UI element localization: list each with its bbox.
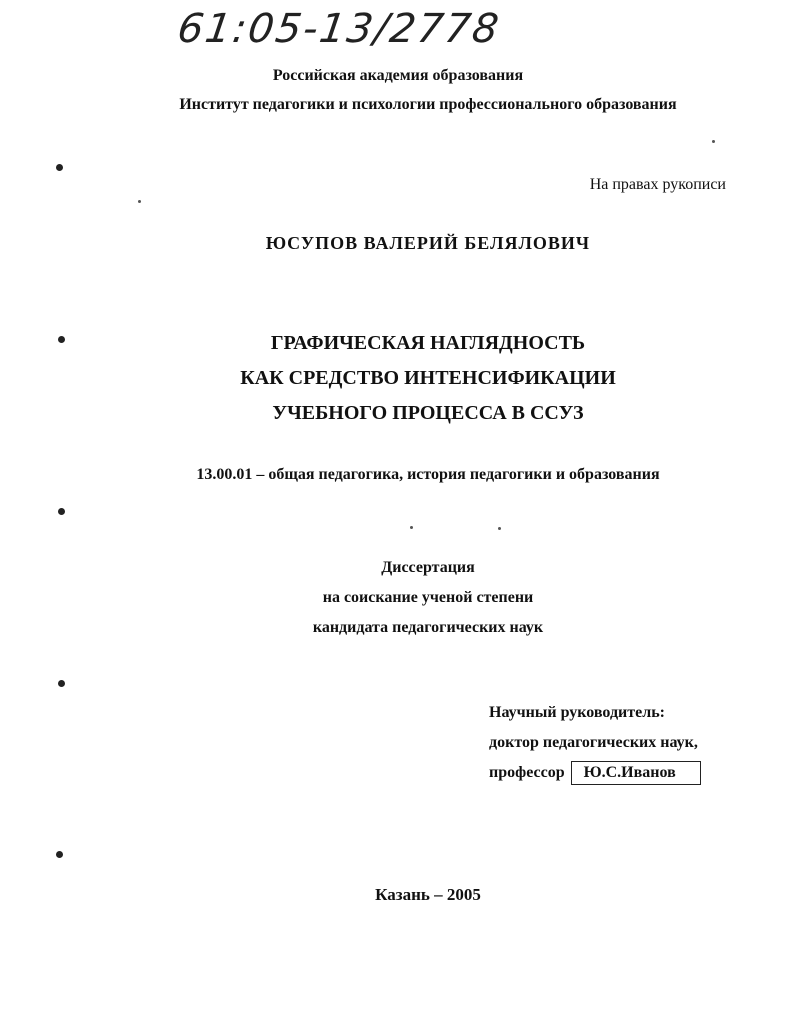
scan-speck (410, 526, 413, 529)
supervisor-rank: профессор (489, 764, 565, 781)
scan-speck (498, 527, 501, 530)
degree-line: Диссертация (381, 559, 475, 576)
dissertation-title (30, 326, 796, 431)
supervisor-block (489, 698, 701, 788)
degree-line: на соискание ученой степени (322, 589, 534, 606)
scan-mark (58, 508, 65, 515)
handwritten-archive-code: 61:05-13/2778 (174, 6, 504, 52)
title-line: ГРАФИЧЕСКАЯ НАГЛЯДНОСТЬ (270, 332, 586, 354)
supervisor-name: Ю.С.Иванов (571, 761, 701, 785)
scan-mark (56, 851, 63, 858)
supervisor-rank-line (489, 758, 701, 788)
scan-speck (138, 200, 141, 203)
author-name: ЮСУПОВ ВАЛЕРИЙ БЕЛЯЛОВИЧ (265, 233, 591, 253)
scan-mark (58, 336, 65, 343)
manuscript-rights-note: На правах рукописи (589, 176, 726, 193)
scan-mark (58, 680, 65, 687)
organization-name: Российская академия образования (272, 67, 524, 84)
scan-mark (56, 164, 63, 171)
supervisor-degree: доктор педагогических наук, (489, 734, 698, 751)
specialty-code: 13.00.01 – общая педагогика, история педагогики и образования (196, 466, 660, 483)
scan-speck (712, 140, 715, 143)
city-year: Казань – 2005 (375, 885, 481, 904)
supervisor-heading: Научный руководитель: (489, 704, 665, 721)
title-line: УЧЕБНОГО ПРОЦЕССА В ССУЗ (272, 402, 584, 424)
degree-statement (30, 553, 796, 643)
institute-name: Институт педагогики и психологии профессионального образования (179, 96, 677, 113)
degree-line: кандидата педагогических наук (312, 619, 544, 636)
title-line: КАК СРЕДСТВО ИНТЕНСИФИКАЦИИ (240, 367, 616, 389)
